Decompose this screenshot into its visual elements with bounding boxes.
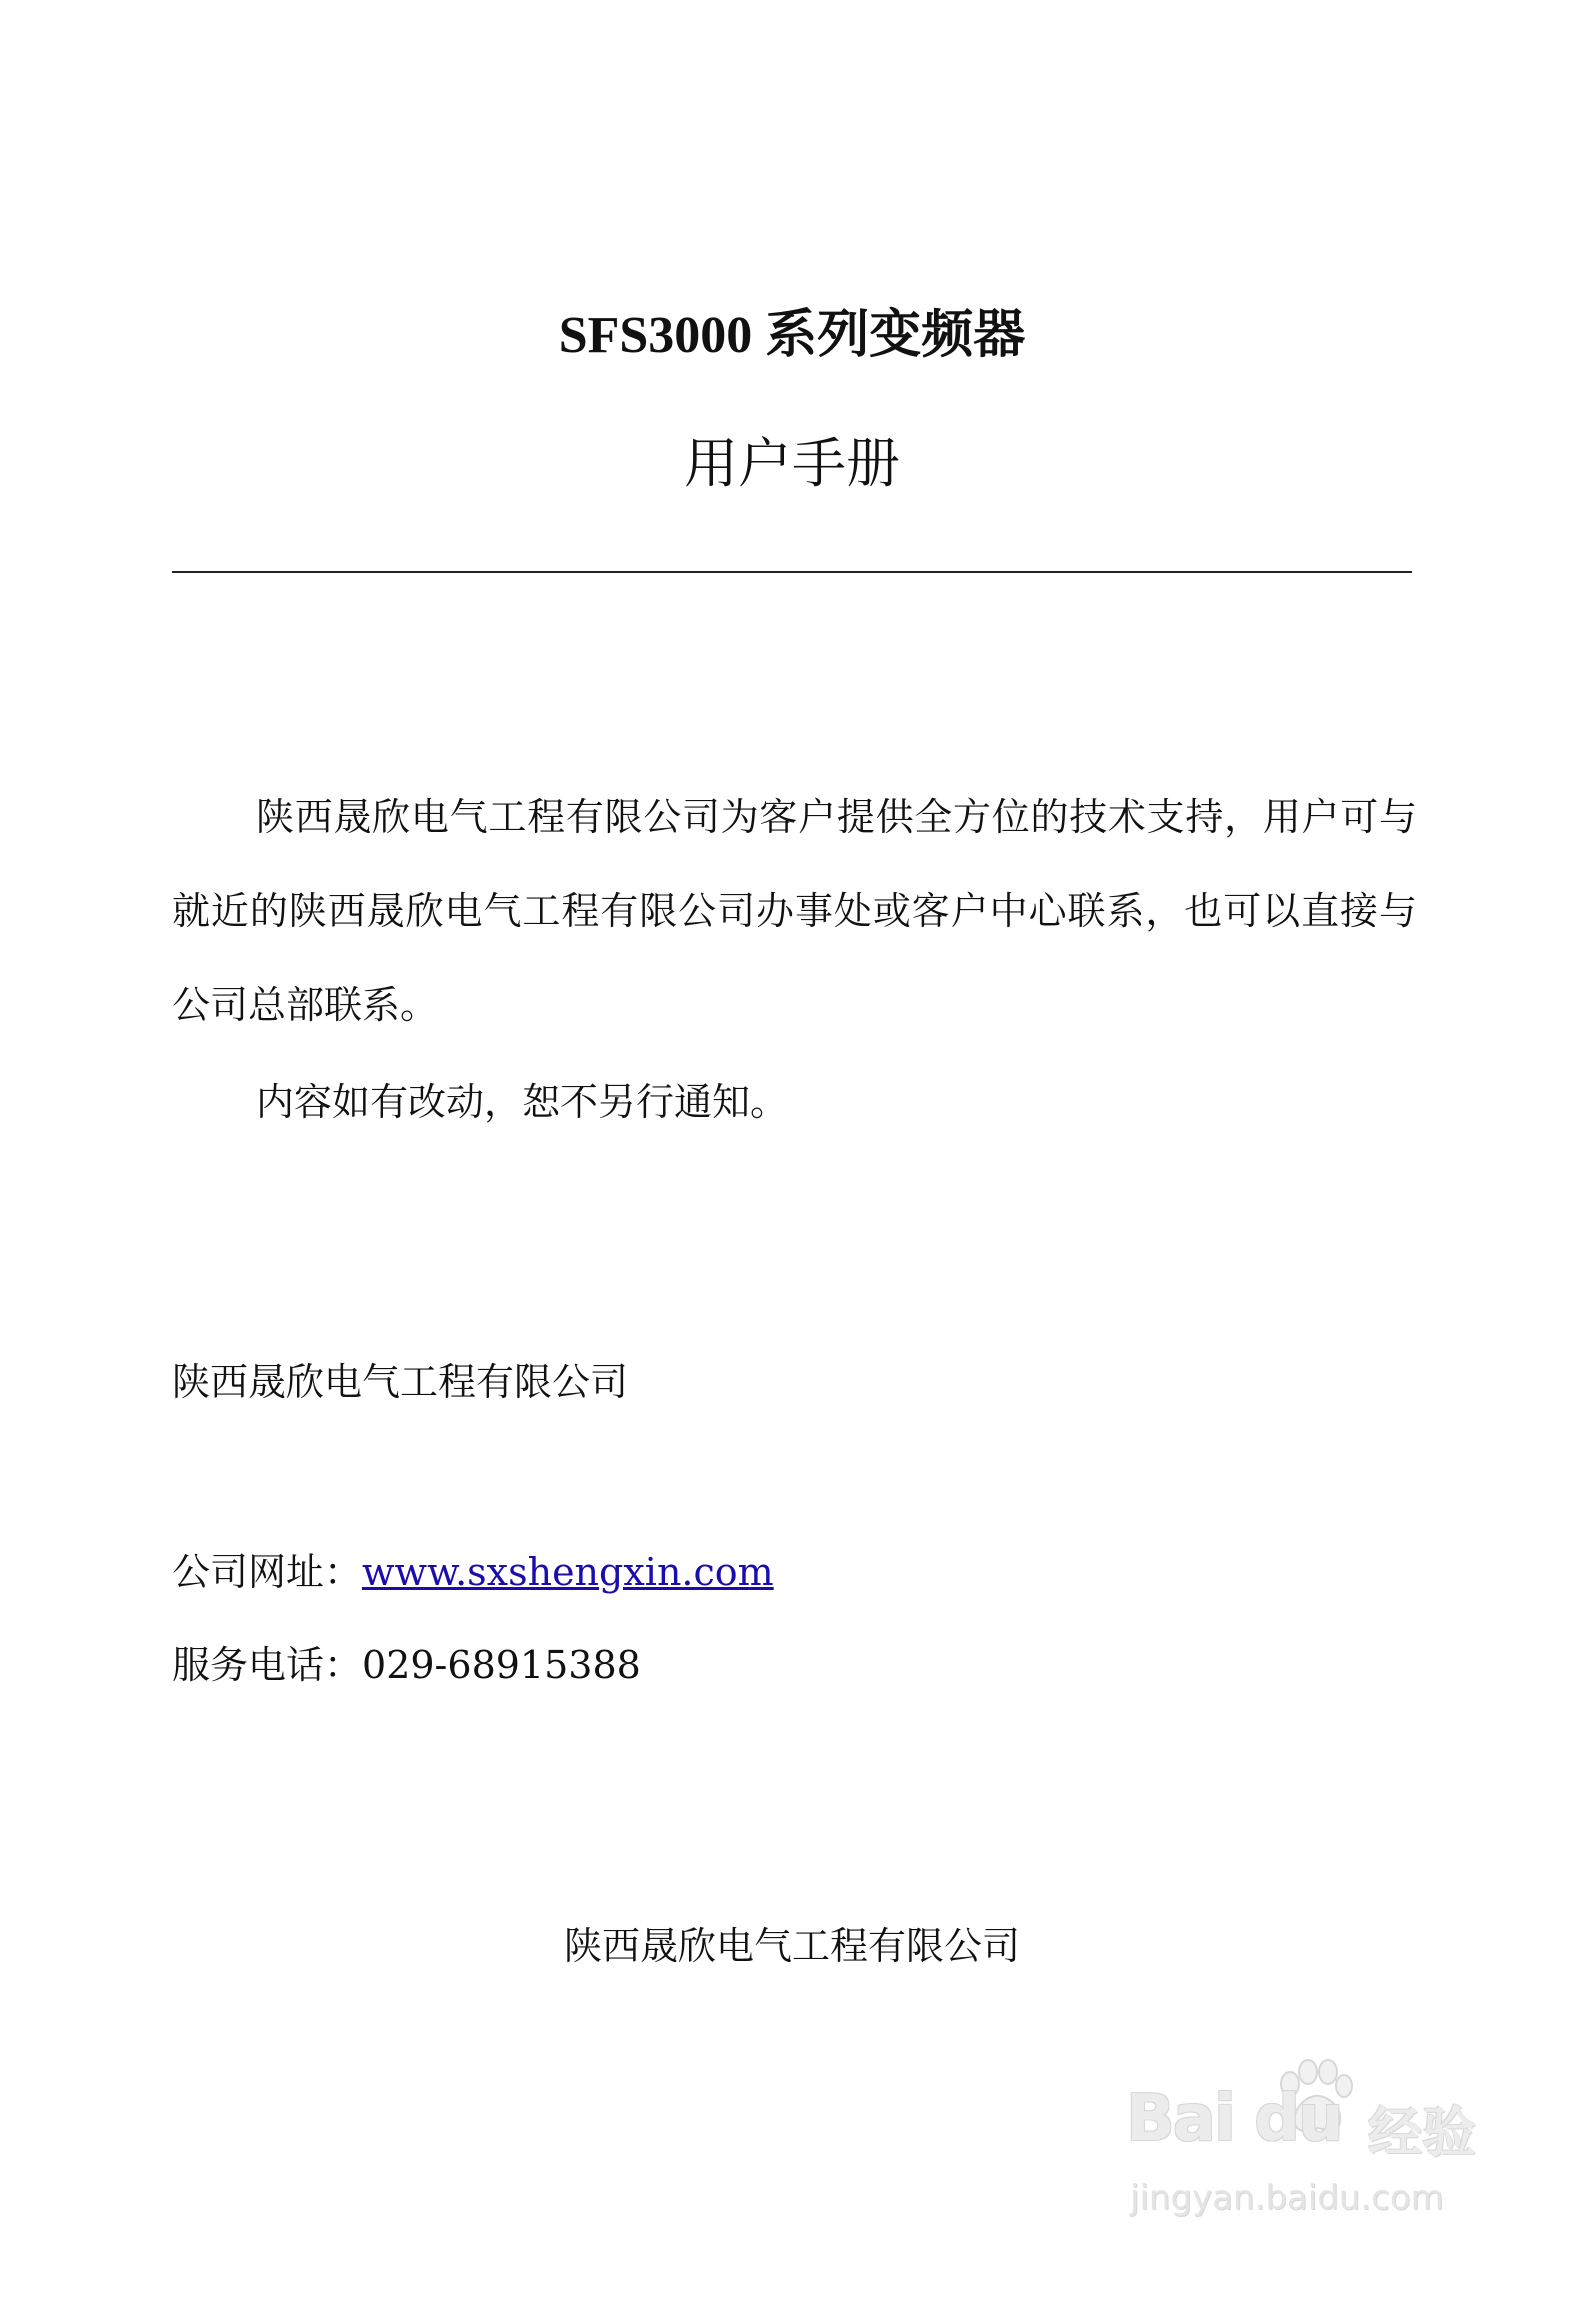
footer-company: 陕西晟欣电气工程有限公司 [563,1924,1020,1968]
watermark-product: 经验 [1368,2101,1476,2164]
title-divider [172,571,1412,573]
watermark-brand: Bai du [1126,2082,1342,2156]
document-title: SFS3000 系列变频器 [558,307,1026,364]
company-name: 陕西晟欣电气工程有限公司 [172,1360,629,1404]
notice-text: 内容如有改动，恕不另行通知。 [256,1080,789,1124]
baidu-jingyan-watermark [1118,2060,1498,2250]
intro-paragraph: 陕西晟欣电气工程有限公司为客户提供全方位的技术支持，用户可与就近的陕西晟欣电气工程有限公司办事处或客户中心联系，也可以直接与公司总部联系。 [172,795,1417,1027]
phone-row [172,1635,641,1695]
document-subtitle: 用户手册 [684,432,900,495]
website-label: 公司网址： [172,1550,363,1594]
phone-number: 029-68915388 [362,1643,641,1687]
website-row [172,1542,774,1602]
website-link[interactable]: www.sxshengxin.com [362,1550,774,1594]
watermark-url: jingyan.baidu.com [1130,2178,1444,2218]
phone-label: 服务电话： [172,1643,363,1687]
